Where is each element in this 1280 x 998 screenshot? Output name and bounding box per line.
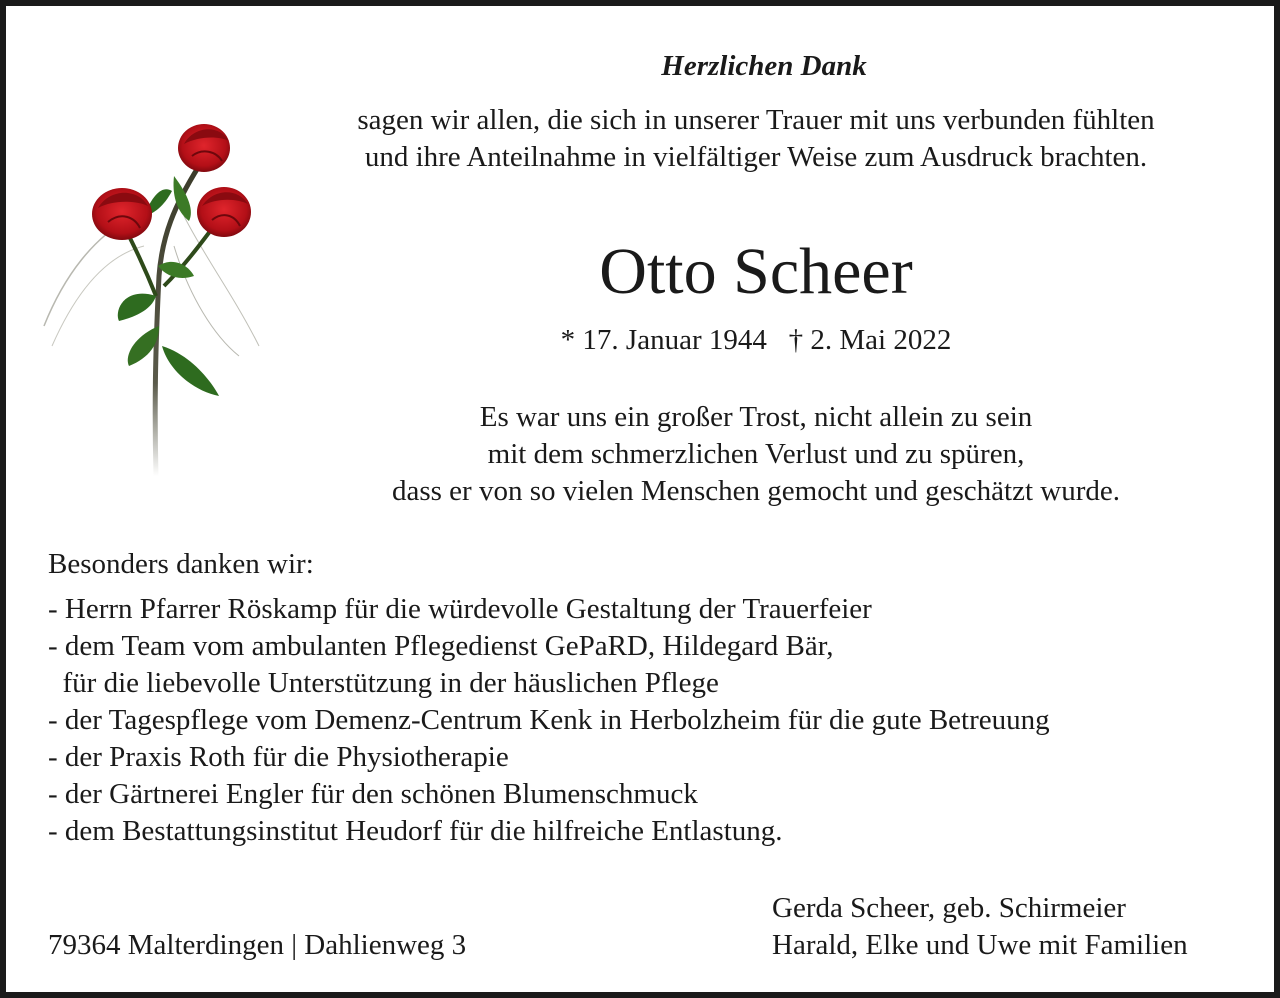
thanks-item: - dem Team vom ambulanten Pflegedienst GePaRD, Hildegard Bär,	[48, 630, 834, 662]
deceased-name: Otto Scheer	[599, 235, 913, 308]
intro-line: und ihre Anteilnahme in vielfältiger Weise zum Ausdruck brachten.	[364, 141, 1148, 173]
family-address: 79364 Malterdingen | Dahlienweg 3	[48, 929, 467, 961]
special-thanks	[48, 546, 1050, 850]
thanks-item: - der Tagespflege vom Demenz-Centrum Kenk in Herbolzheim für die gute Betreuung	[48, 704, 1050, 736]
intro-line: sagen wir allen, die sich in unserer Trauer mit uns verbunden fühlten	[357, 104, 1155, 136]
thanks-list	[48, 591, 1050, 850]
life-dates	[256, 320, 1256, 360]
thanks-intro: Besonders danken wir:	[48, 548, 314, 580]
signature-line: Harald, Elke und Uwe mit Familien	[772, 929, 1188, 961]
heading-herzlichen-dank: Herzlichen Dank	[661, 50, 867, 82]
thanks-item: - der Praxis Roth für die Physiotherapie	[48, 741, 509, 773]
thanks-item: - dem Bestattungsinstitut Heudorf für die hilfreiche Entlastung.	[48, 815, 783, 847]
thanks-item: - Herrn Pfarrer Röskamp für die würdevolle Gestaltung der Trauerfeier	[48, 593, 872, 625]
thanks-item: - der Gärtnerei Engler für den schönen Blumenschmuck	[48, 778, 698, 810]
thanks-item: für die liebevolle Unterstützung in der häuslichen Pflege	[48, 667, 719, 699]
memorial-verse	[256, 399, 1256, 510]
death-date: † 2. Mai 2022	[788, 324, 952, 356]
birth-date: * 17. Januar 1944	[560, 324, 767, 356]
intro-text	[256, 102, 1256, 176]
verse-line: Es war uns ein großer Trost, nicht allein zu sein	[479, 401, 1033, 433]
signature-block	[772, 890, 1188, 964]
verse-line: mit dem schmerzlichen Verlust und zu spüren,	[487, 438, 1025, 470]
red-roses-icon	[24, 96, 274, 526]
verse-line: dass er von so vielen Menschen gemocht und geschätzt wurde.	[391, 475, 1121, 507]
signature-line: Gerda Scheer, geb. Schirmeier	[772, 892, 1126, 924]
